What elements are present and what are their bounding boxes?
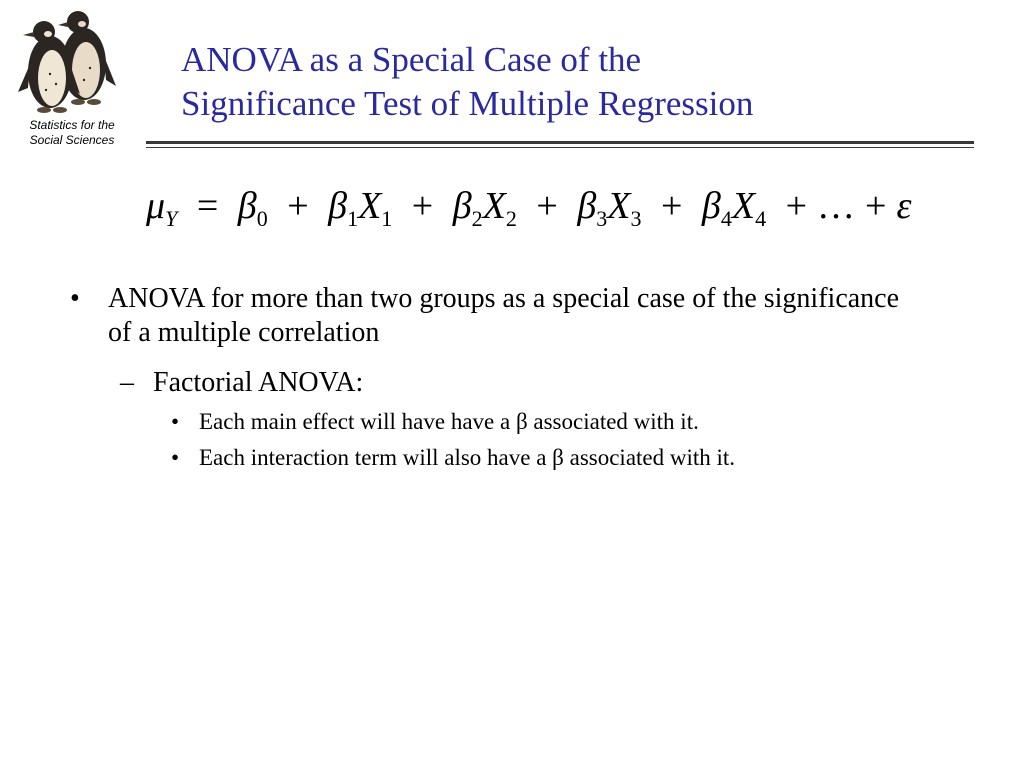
bullet-marker: •: [70, 283, 80, 314]
bullet-item: [70, 282, 928, 350]
eq-x1-sub: 1: [381, 206, 393, 231]
eq-mu: μ: [146, 185, 166, 227]
dash-marker: –: [120, 367, 134, 398]
eq-beta3-sub: 3: [596, 206, 608, 231]
eq-beta1-sub: 1: [347, 206, 359, 231]
eq-beta3: β: [577, 185, 597, 227]
bullet-marker: •: [171, 409, 180, 434]
eq-x2: X: [482, 185, 506, 227]
bullet-marker: •: [171, 445, 180, 470]
title-divider-thin: [146, 147, 974, 148]
sub-sub-bullet-item: [171, 408, 1024, 436]
regression-equation: [146, 184, 912, 244]
eq-beta1: β: [328, 185, 348, 227]
logo-caption: [10, 118, 134, 148]
eq-plus-2: +: [411, 185, 434, 227]
eq-epsilon: ε: [896, 185, 912, 227]
sub-bullet-item: [120, 366, 1024, 400]
eq-beta0: β: [237, 185, 257, 227]
eq-x3: X: [607, 185, 631, 227]
eq-beta4-sub: 4: [720, 206, 732, 231]
logo-caption-line2: Social Sciences: [29, 133, 115, 147]
bullet-text: ANOVA for more than two groups as a special case of the significance of a multiple correlation: [108, 283, 900, 348]
eq-equals: =: [196, 185, 219, 227]
eq-x4: X: [731, 185, 756, 227]
eq-ellipsis: …: [817, 185, 856, 227]
eq-plus-3: +: [536, 185, 558, 227]
eq-beta2: β: [452, 185, 472, 227]
eq-x2-sub: 2: [505, 206, 517, 231]
slide-title-line1: ANOVA as a Special Case of the: [181, 40, 642, 79]
slide-title: [181, 38, 981, 126]
penguins-logo-icon: [12, 6, 124, 114]
title-divider: [146, 141, 974, 144]
eq-mu-sub: Y: [165, 206, 178, 231]
eq-beta2-sub: 2: [471, 206, 483, 231]
bullet-list: [0, 282, 1024, 472]
sub-sub-bullet-text: Each main effect will have have a β associated with it.: [199, 409, 699, 434]
eq-beta0-sub: 0: [256, 206, 268, 231]
sub-sub-bullet-text: Each interaction term will also have a β associated with it.: [199, 445, 736, 470]
eq-plus-1: +: [287, 185, 309, 227]
eq-x3-sub: 3: [630, 206, 642, 231]
eq-plus-4: +: [660, 185, 683, 227]
logo-caption-line1: Statistics for the: [29, 118, 115, 132]
eq-x1: X: [358, 185, 382, 227]
eq-x4-sub: 4: [755, 206, 767, 231]
eq-plus-5: +: [785, 185, 808, 227]
slide-title-line2: Significance Test of Multiple Regression: [181, 84, 754, 123]
sub-sub-bullet-item: [171, 444, 1024, 472]
eq-beta4: β: [701, 185, 721, 227]
sub-bullet-text: Factorial ANOVA:: [153, 367, 364, 398]
eq-plus-6: +: [865, 185, 887, 227]
